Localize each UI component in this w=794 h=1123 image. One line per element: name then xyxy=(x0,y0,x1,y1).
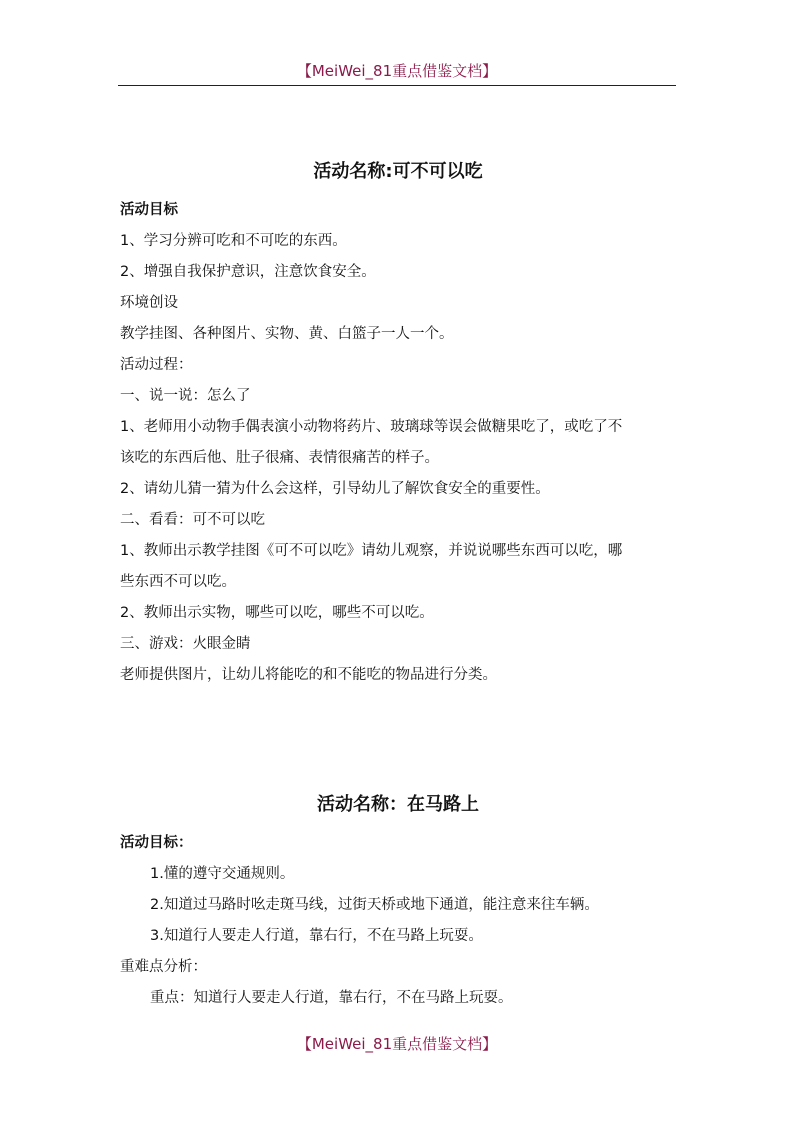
section1-goal-1: 1、学习分辨可吃和不可吃的东西。 xyxy=(120,233,347,249)
section2-goal-1: 1.懂的遵守交通规则。 xyxy=(150,866,295,882)
section1-step2-item-2: 2、教师出示实物，哪些可以吃，哪些不可以吃。 xyxy=(120,605,434,621)
section2-goal-heading: 活动目标： xyxy=(120,835,193,851)
section1-step1-heading: 一、说一说：怎么了 xyxy=(120,388,251,404)
section2-key-point: 重点：知道行人要走人行道，靠右行，不在马路上玩耍。 xyxy=(150,990,513,1006)
section1-step3-heading: 三、游戏：火眼金睛 xyxy=(120,636,251,652)
section1-step2-item-1-cont: 些东西不可以吃。 xyxy=(120,574,236,590)
section1-env: 教学挂图、各种图片、实物、黄、白篮子一人一个。 xyxy=(120,326,454,342)
section1-process-heading: 活动过程： xyxy=(120,357,193,373)
section2-analysis-heading: 重难点分析： xyxy=(120,959,207,975)
section1-goal-2: 2、增强自我保护意识，注意饮食安全。 xyxy=(120,264,376,280)
section1-step2-item-1: 1、教师出示教学挂图《可不可以吃》请幼儿观察，并说说哪些东西可以吃，哪 xyxy=(120,543,623,559)
section1-step1-item-2: 2、请幼儿猜一猜为什么会这样，引导幼儿了解饮食安全的重要性。 xyxy=(120,481,550,497)
section2-goal-3: 3.知道行人要走人行道，靠右行，不在马路上玩耍。 xyxy=(150,928,483,944)
page-header: 【MeiWei_81重点借鉴文档】 xyxy=(118,58,676,86)
page-footer: 【MeiWei_81重点借鉴文档】 xyxy=(296,1035,498,1053)
section1-step3-text: 老师提供图片，让幼儿将能吃的和不能吃的物品进行分类。 xyxy=(120,667,497,683)
section2-title: 活动名称：在马路上 xyxy=(317,794,479,815)
section1-step1-item-1: 1、老师用小动物手偶表演小动物将药片、玻璃球等误会做糖果吃了，或吃了不 xyxy=(120,419,623,435)
section1-goal-heading: 活动目标 xyxy=(120,202,178,218)
section1-step2-heading: 二、看看：可不可以吃 xyxy=(120,512,265,528)
section1-step1-item-1-cont: 该吃的东西后他、肚子很痛、表情很痛苦的样子。 xyxy=(120,450,439,466)
section1-env-heading: 环境创设 xyxy=(120,295,178,311)
section1-title: 活动名称:可不可以吃 xyxy=(313,161,483,182)
section2-goal-2: 2.知道过马路时吆走斑马线，过街天桥或地下通道，能注意来往车辆。 xyxy=(150,897,599,913)
